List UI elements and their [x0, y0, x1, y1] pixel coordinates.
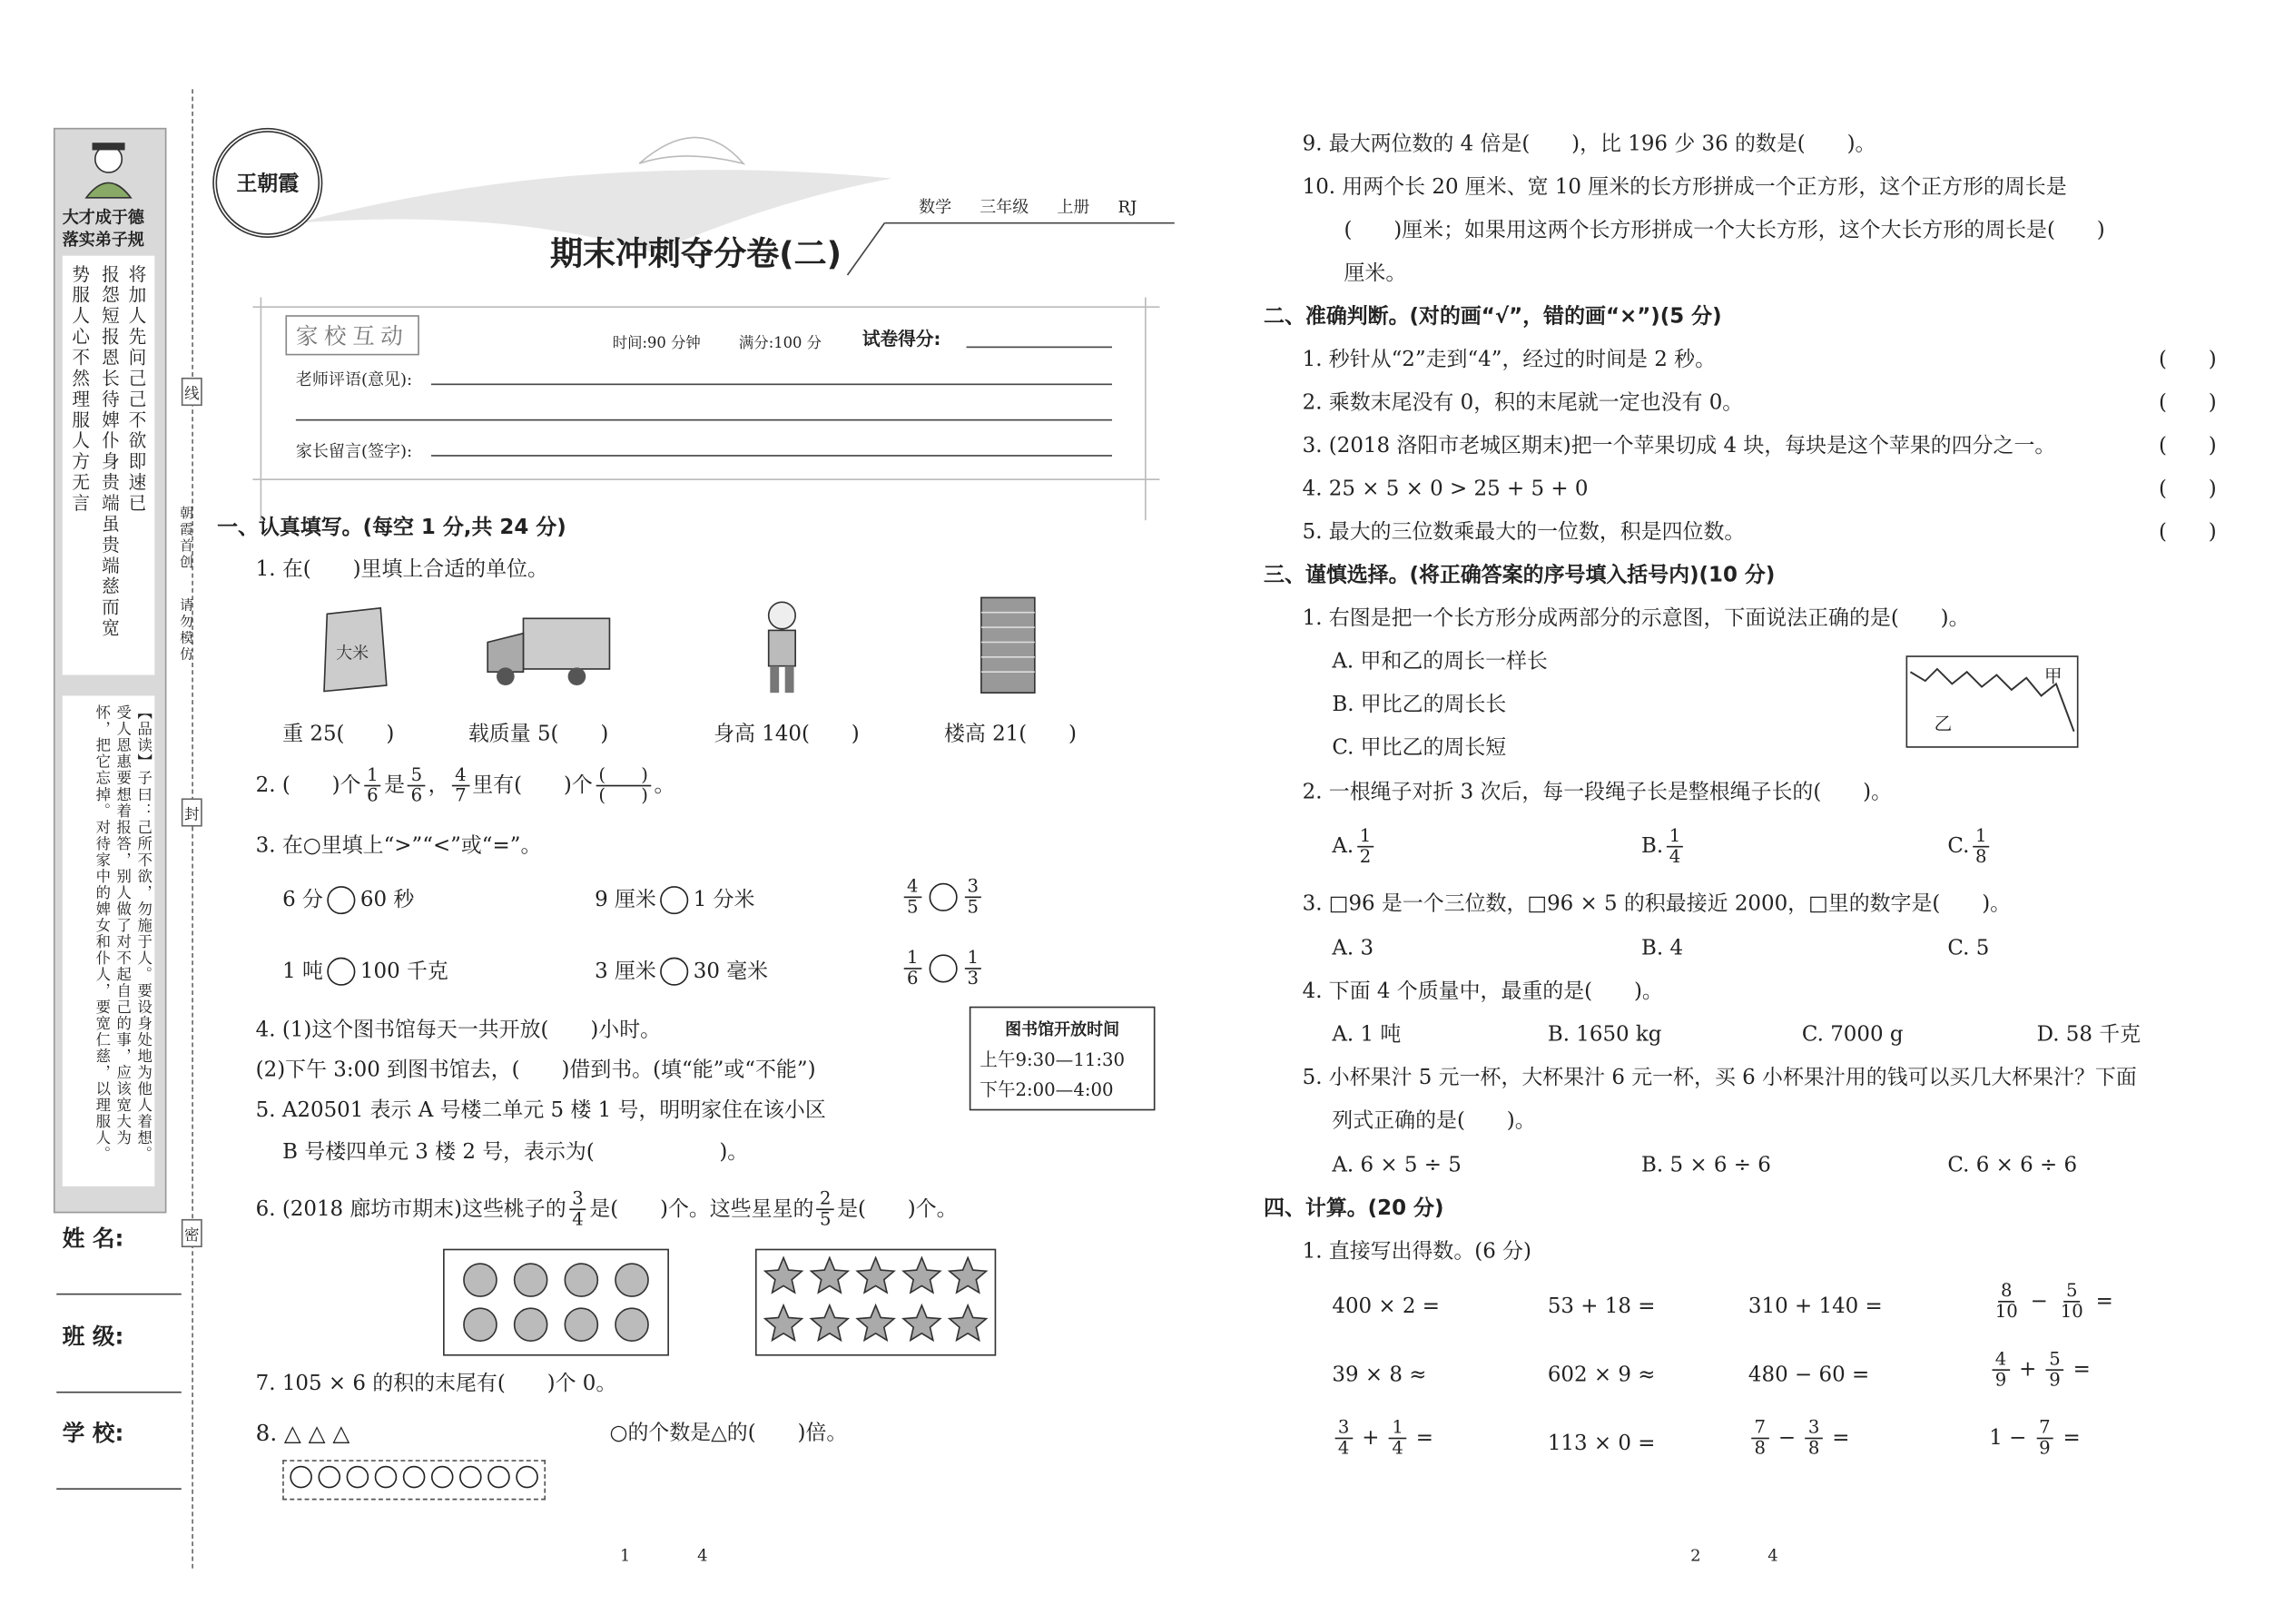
q7-text: 7. 105 × 6 的积的末尾有( )个 0。: [255, 1372, 617, 1396]
section3-title: 三、谨慎选择。(将正确答案的序号填入括号内)(10 分): [1264, 563, 1776, 587]
circle-shape: [487, 1466, 510, 1489]
q1-text: 1. 在( )里填上合适的单位。: [255, 557, 548, 582]
choice5-opt-a: A. 6 × 5 ÷ 5: [1332, 1153, 1462, 1178]
cut-line: [192, 89, 193, 1569]
judge-item-2: 2. 乘数末尾没有 0，积的末尾就一定也没有 0。: [1302, 390, 1744, 415]
choice1-text: 1. 右图是把一个长方形分成两部分的示意图，下面说法正确的是( )。: [1302, 606, 1970, 631]
star-shape: [857, 1257, 894, 1292]
choice2-opt-a: A. $\frac{1}{2}$: [1332, 827, 1376, 867]
choice3-opt-b: B. 4: [1641, 936, 1684, 960]
q10-line3: 厘米。: [1344, 261, 1407, 286]
full-score: 满分:100 分: [738, 336, 822, 353]
star-shape: [812, 1257, 849, 1292]
school-field-line[interactable]: [56, 1488, 182, 1490]
choice5-opt-b: B. 5 × 6 ÷ 6: [1641, 1153, 1771, 1178]
choice4-opt-b: B. 1650 kg: [1547, 1022, 1662, 1047]
choice5-line1: 5. 小杯果汁 5 元一杯，大杯果汁 6 元一杯，买 6 小杯果汁用的钱可以买几大杯果汁？下面: [1302, 1066, 2137, 1090]
name-field-line[interactable]: [56, 1294, 182, 1295]
choice4-text: 4. 下面 4 个质量中，最重的是( )。: [1302, 979, 1663, 1004]
compare-circle[interactable]: [929, 883, 957, 911]
q8-text: ○的个数是△的( )倍。: [609, 1421, 848, 1445]
section4-title: 四、计算。(20 分): [1264, 1196, 1444, 1221]
parent-message-label: 家长留言(签字):: [295, 441, 413, 461]
score-field[interactable]: [967, 347, 1112, 349]
circle-shape: [375, 1466, 398, 1489]
circle-shape: [318, 1466, 340, 1489]
star-shape: [812, 1305, 849, 1340]
star-shape: [950, 1305, 987, 1340]
q5-line2: B 号楼四单元 3 楼 2 号，表示为( )。: [282, 1140, 749, 1165]
figure-label-jia: 甲: [2043, 665, 2063, 687]
rectangle-split-figure: [1906, 655, 2079, 748]
calc-frac-item: $\frac{4}{9}$ + $\frac{5}{9}$ =: [1989, 1350, 2091, 1390]
calc-item: 113 × 0 =: [1547, 1432, 1656, 1456]
choice3-text: 3. □96 是一个三位数，□96 × 5 的积最接近 2000，□里的数字是( )。: [1302, 891, 2012, 916]
q1-label-load: 载质量 5( ): [468, 722, 609, 747]
calc-frac-item: 1 − $\frac{7}{9}$ =: [1989, 1416, 2081, 1459]
q3-item-6: $\frac{1}{6}$ $\frac{1}{3}$: [901, 949, 984, 989]
cut-mark-feng: 封: [182, 798, 202, 826]
calc-frac-item: $\frac{7}{8}$ − $\frac{3}{8}$ =: [1748, 1418, 1850, 1458]
calc-item: 602 × 9 ≈: [1547, 1363, 1656, 1387]
q2-frac: $\frac{5}{6}$: [408, 765, 425, 805]
judge-item-4: 4. 25 × 5 × 0 > 25 + 5 + 0: [1302, 477, 1589, 501]
judge-item-5: 5. 最大的三位数乘最大的一位数，积是四位数。: [1302, 520, 1746, 545]
mascot-figure: [72, 138, 146, 201]
score-label: 试卷得分:: [861, 328, 941, 349]
exam-time: 时间:90 分钟: [612, 336, 701, 353]
sidebar-motto-1: 大才成于德: [62, 208, 144, 228]
q3-text: 3. 在○里填上“>”“<”或“=”。: [255, 833, 542, 858]
q5-line1: 5. A20501 表示 A 号楼二单元 5 楼 1 号，明明家住在该小区: [255, 1098, 826, 1123]
grade: 三年级: [980, 197, 1029, 218]
circle-shape: [290, 1466, 312, 1489]
cut-mark-xian: 线: [182, 378, 202, 406]
judge-answer-2[interactable]: ( ): [2158, 390, 2217, 415]
calc-item: 480 − 60 =: [1748, 1363, 1870, 1387]
choice4-opt-a: A. 1 吨: [1332, 1022, 1402, 1047]
compare-circle[interactable]: [661, 958, 689, 986]
library-hours-pm: 下午2:00—4:00: [980, 1078, 1114, 1100]
choice5-line2: 列式正确的是( )。: [1332, 1108, 1536, 1133]
judge-item-3: 3. (2018 洛阳市老城区期末)把一个苹果切成 4 块，每块是这个苹果的四分之一。: [1302, 434, 2056, 458]
peaches-figure: [443, 1249, 669, 1356]
choice4-opt-d: D. 58 千克: [2036, 1022, 2141, 1047]
jiaxiao-frame-left: [261, 298, 262, 521]
q1-label-weight: 重 25( ): [282, 722, 395, 747]
star-shape: [950, 1257, 987, 1292]
judge-answer-1[interactable]: ( ): [2158, 348, 2217, 372]
calc-frac-item: $\frac{8}{10}$ − $\frac{5}{10}$ =: [1994, 1280, 2113, 1322]
section2-title: 二、准确判断。(对的画“√”，错的画“×”)(5 分): [1264, 304, 1722, 329]
subject-tag: [919, 195, 1137, 219]
compare-circle[interactable]: [661, 886, 689, 914]
sidebar-poem-1: 将加人先问己己不欲即速已: [126, 264, 148, 515]
judge-answer-4[interactable]: ( ): [2158, 477, 2217, 501]
choice5-opt-c: C. 6 × 6 ÷ 6: [1947, 1153, 2078, 1178]
calc-item: 310 + 140 =: [1748, 1294, 1883, 1319]
star-shape: [857, 1305, 894, 1340]
section1-title: 一、认真填写。(每空 1 分,共 24 分): [217, 516, 566, 540]
choice1-opt-b: B. 甲比乙的周长长: [1332, 693, 1507, 717]
q10-line2: ( )厘米；如果用这两个长方形拼成一个大长方形，这个大长方形的周长是( ): [1344, 218, 2105, 242]
school-label: 学 校:: [62, 1420, 124, 1447]
library-hours-am: 上午9:30—11:30: [980, 1049, 1125, 1071]
sidebar-poem-2: 报怨短报恩长待婢仆身贵端虽贵端慈而宽: [99, 264, 121, 640]
star-shape: [903, 1305, 940, 1340]
choice1-opt-c: C. 甲比乙的周长短: [1332, 735, 1507, 760]
calc-item: 53 + 18 =: [1547, 1294, 1656, 1319]
jiaxiao-frame-right: [1145, 298, 1147, 521]
q3-item-5: 3 厘米 30 毫米: [595, 958, 768, 986]
margin-note-1: 朝霞首创: [176, 505, 192, 571]
q3-item-4: 1 吨 100 千克: [282, 958, 448, 986]
q6-text: 6. (2018 廊坊市期末)这些桃子的 $\frac{3}{4}$ 是( )个。这些星星的 $\frac{2}{5}$ 是( )个。: [255, 1187, 958, 1230]
q8-circles: [282, 1460, 546, 1500]
q3-item-3: $\frac{4}{5}$ $\frac{3}{5}$: [901, 877, 984, 917]
q9-text: 9. 最大两位数的 4 倍是( )，比 196 少 36 的数是( )。: [1302, 132, 1876, 156]
circle-shape: [431, 1466, 454, 1489]
choice4-opt-c: C. 7000 g: [1801, 1022, 1904, 1047]
rice-bag-label: 大米: [336, 644, 369, 664]
teacher-comment-line-2[interactable]: [296, 419, 1112, 421]
sidebar-motto-2: 落实弟子规: [62, 230, 144, 251]
edition: RJ: [1117, 197, 1137, 218]
paper-title: 期末冲刺夺分卷(二): [549, 236, 842, 274]
judge-answer-5[interactable]: ( ): [2158, 520, 2217, 545]
subject: 数学: [919, 197, 952, 218]
page-number-right: 2 4: [1690, 1546, 1778, 1566]
choice3-opt-a: A. 3: [1332, 936, 1374, 960]
q3-item-2: 9 厘米 1 分米: [595, 886, 754, 914]
judge-answer-3[interactable]: ( ): [2158, 434, 2217, 458]
parent-message-line[interactable]: [431, 455, 1112, 457]
star-shape: [903, 1257, 940, 1292]
page-number-left: 1 4: [619, 1546, 708, 1566]
q2-part: 2. ( )个: [255, 773, 361, 798]
q10-line1: 10. 用两个长 20 厘米、宽 10 厘米的长方形拼成一个正方形，这个正方形的周长是: [1302, 175, 2067, 200]
jiaxiao-frame-bottom: [252, 478, 1159, 480]
name-label: 姓 名:: [62, 1225, 124, 1252]
q1-label-height: 身高 140( ): [714, 722, 860, 747]
brand-logo-text: 王朝霞: [236, 172, 300, 197]
compare-circle[interactable]: [328, 886, 356, 914]
teacher-comment-label: 老师评语(意见):: [295, 369, 413, 390]
circle-shape: [347, 1466, 369, 1489]
rice-bag-image: [315, 605, 392, 694]
choice2-text: 2. 一根绳子对折 3 次后，每一段绳子长是整根绳子长的( )。: [1302, 780, 1893, 804]
cut-mark-mi: 密: [182, 1219, 202, 1247]
class-label: 班 级:: [62, 1323, 124, 1351]
margin-note-2: 请勿模仿: [176, 597, 192, 664]
q4-part1: 4. (1)这个图书馆每天一共开放( )小时。: [255, 1018, 662, 1043]
child-image: [758, 597, 805, 698]
q2-frac: $\frac{1}{6}$: [364, 765, 381, 805]
calc-frac-item: $\frac{3}{4}$ + $\frac{1}{4}$ =: [1332, 1418, 1433, 1458]
compare-circle[interactable]: [929, 954, 957, 982]
library-hours-title: 图书馆开放时间: [1005, 1019, 1120, 1039]
sidebar-pindu-text: 【品读】子曰：己所不欲，勿施于人。要设身处地为他人着想。受人恩惠要想着报答，别人做了对不起自己的事，应该宽大为怀，把它忘掉。对待家中的婢女和仆人，要宽仁慈，以理服人。: [92, 704, 151, 1163]
judge-item-1: 1. 秒针从“2”走到“4”，经过的时间是 2 秒。: [1302, 348, 1717, 372]
q2-answer-frac: $\frac{( )}{( )}$: [596, 765, 651, 805]
q2-frac: $\frac{4}{7}$: [452, 765, 469, 805]
circle-shape: [459, 1466, 482, 1489]
star-shape: [765, 1257, 802, 1292]
circle-shape: [516, 1466, 538, 1489]
calc-item: 39 × 8 ≈: [1332, 1363, 1427, 1387]
jiaxiao-frame-top: [252, 306, 1159, 308]
teacher-comment-line-1[interactable]: [431, 384, 1112, 386]
stars-figure: [755, 1249, 996, 1356]
figure-label-yi: 乙: [1934, 714, 1953, 735]
q2-text: 2. ( )个 $\frac{1}{6}$ 是 $\frac{5}{6}$ ， $\frac{4}{7}$ 里有( )个 $\frac{( )}{( )}$ 。: [255, 763, 675, 806]
jiaxiao-badge: 家校互动: [285, 315, 418, 355]
q1-label-building: 楼高 21( ): [943, 722, 1078, 747]
library-hours-box: [970, 1007, 1156, 1111]
circle-shape: [403, 1466, 426, 1489]
truck-image: [485, 613, 613, 690]
brand-logo: [212, 128, 322, 238]
q3-item-1: 6 分 60 秒: [282, 886, 414, 914]
q8-triangles: 8. △ △ △: [255, 1420, 350, 1447]
calc-intro: 1. 直接写出得数。(6 分): [1302, 1239, 1531, 1265]
choice2-opt-b: B. $\frac{1}{4}$: [1641, 827, 1687, 867]
star-shape: [765, 1305, 802, 1340]
class-field-line[interactable]: [56, 1392, 182, 1393]
calc-item: 400 × 2 =: [1332, 1294, 1441, 1319]
building-image: [975, 595, 1040, 695]
choice2-opt-c: C. $\frac{1}{8}$: [1947, 827, 1993, 867]
volume: 上册: [1057, 197, 1090, 218]
compare-circle[interactable]: [328, 958, 356, 986]
q4-part2: (2)下午 3:00 到图书馆去，( )借到书。(填“能”或“不能”): [255, 1058, 816, 1083]
sidebar-poem-3: 势服人心不然理服人方无言: [69, 264, 91, 515]
choice3-opt-c: C. 5: [1947, 936, 1990, 960]
choice1-opt-a: A. 甲和乙的周长一样长: [1332, 649, 1548, 674]
